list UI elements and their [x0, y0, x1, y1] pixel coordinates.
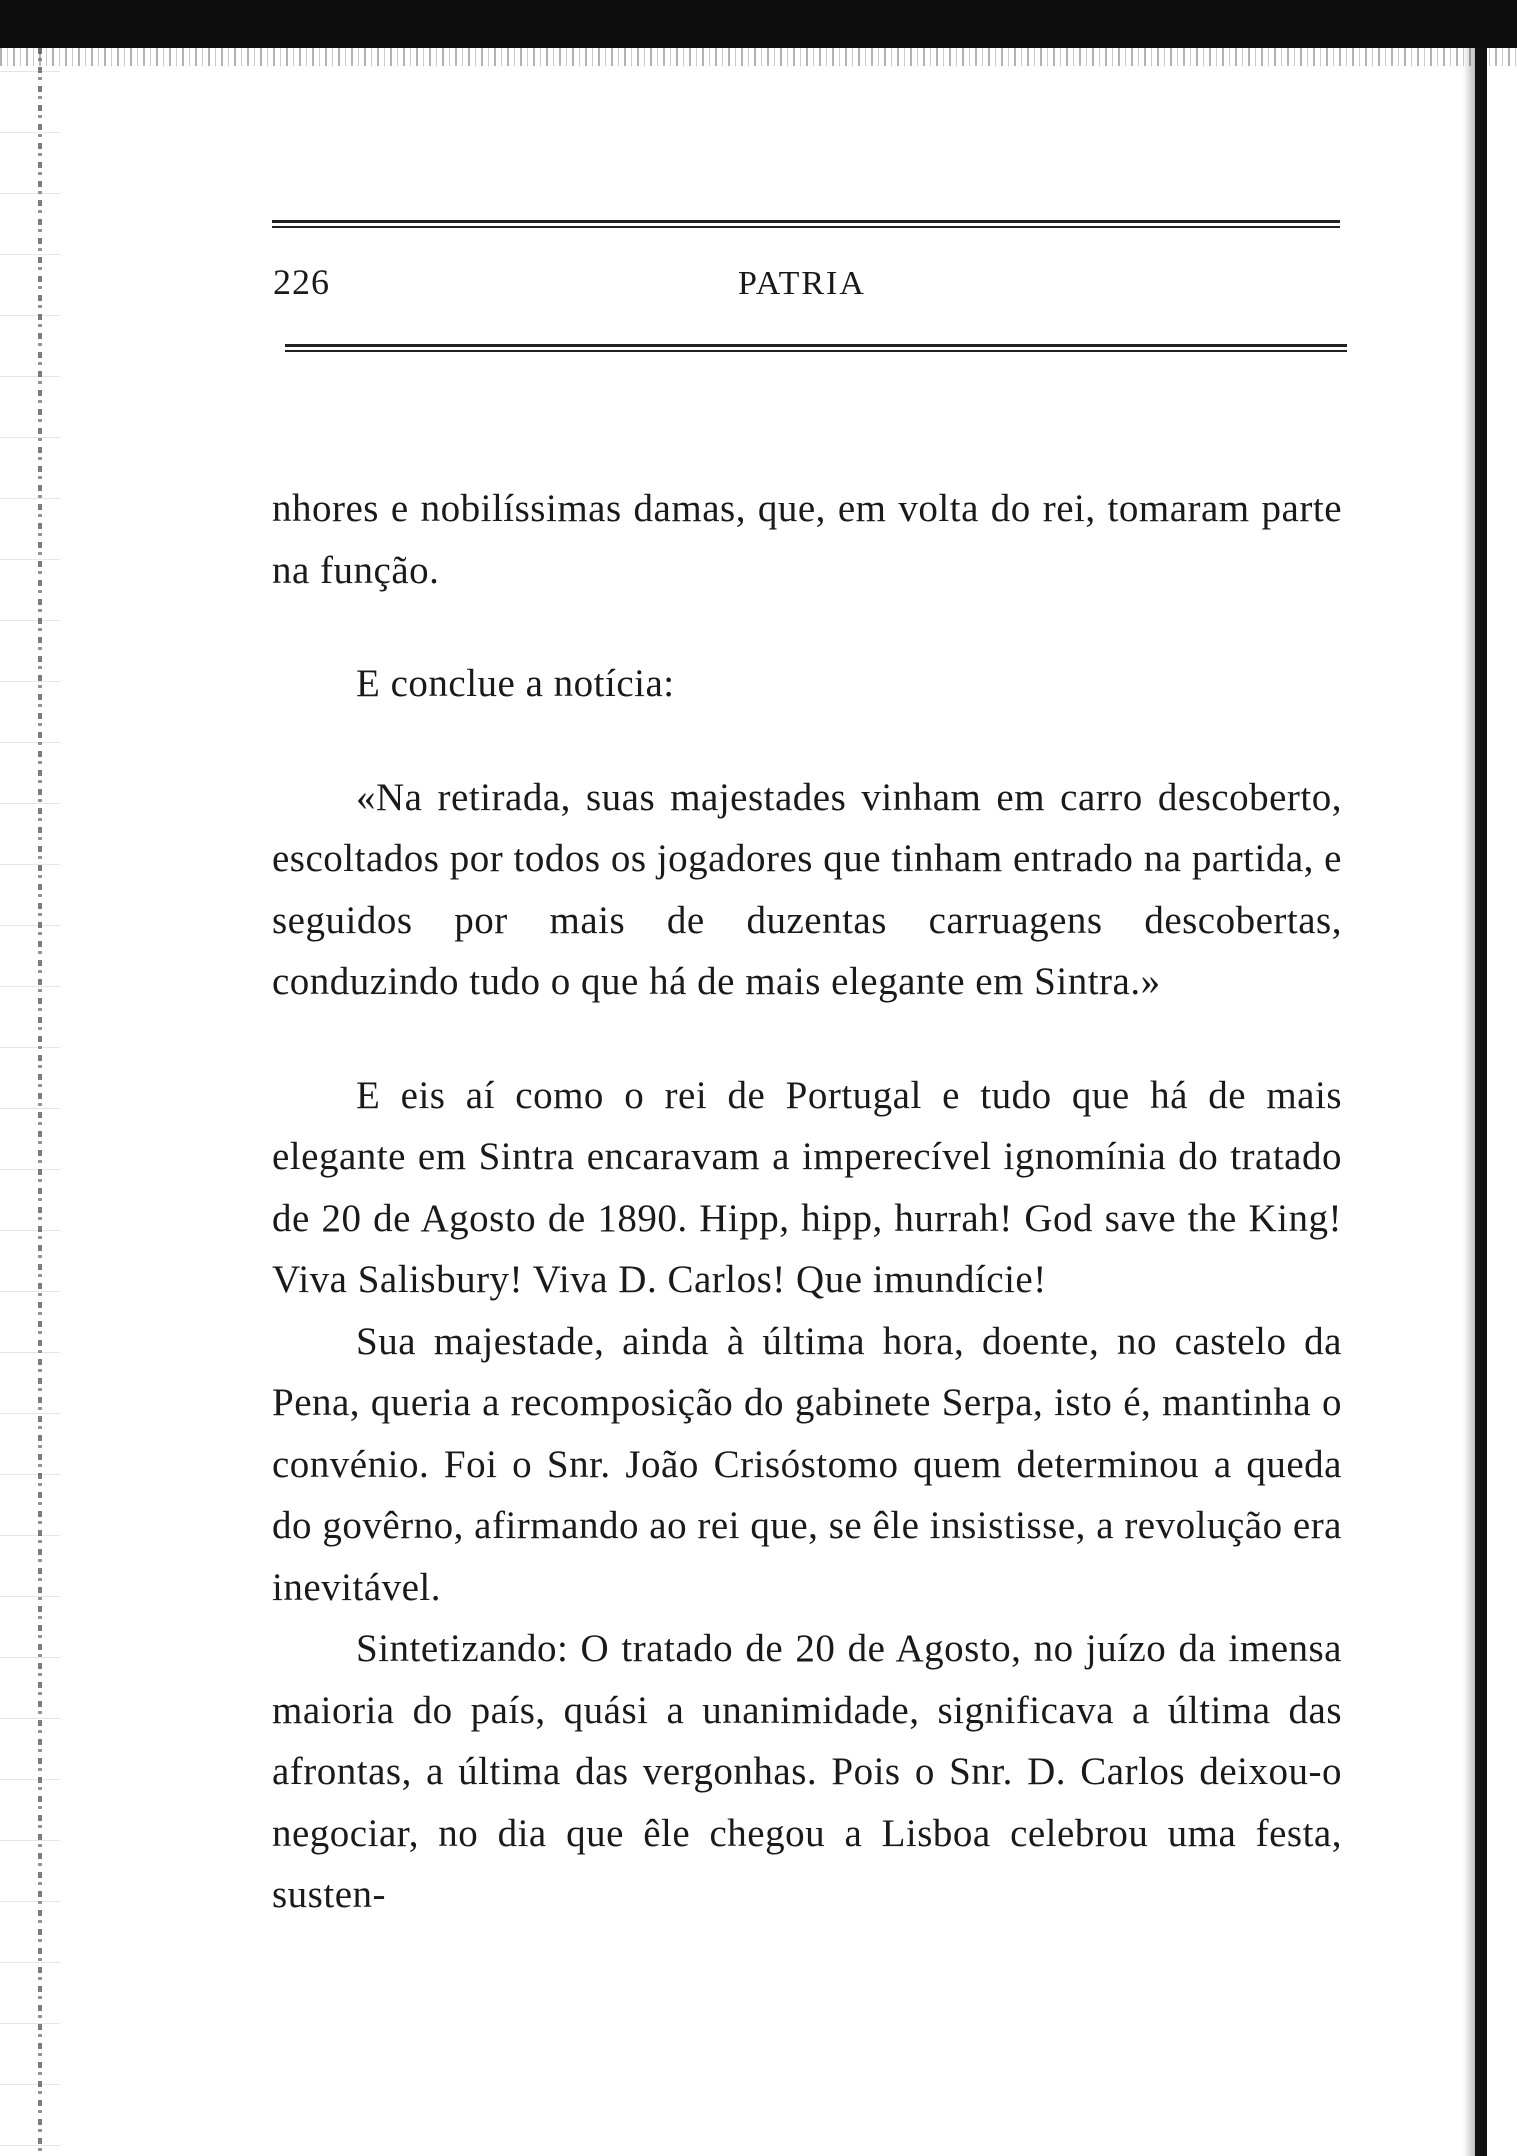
header-rule-bottom	[285, 344, 1347, 352]
header-rule-top	[272, 220, 1340, 228]
paragraph-summary: Sintetizando: O tratado de 20 de Agosto, no juízo da imensa maioria do país, quási a unanimidade, significava a última das afrontas, a última das vergonhas. Pois o Snr. D. Carlos deixou-o negociar, no dia que êle chegou a Lisboa celebrou uma festa, susten-	[272, 1627, 1342, 1916]
paragraph-quotation: «Na retirada, suas majestades vinham em carro descoberto, escoltados por todos os jogadores que tinham entrado na partida, e seguidos por mais de duzentas carruagens descobertas, conduzindo tudo o que há de mais elegante em Sintra.»	[272, 775, 1342, 1003]
scan-top-noise	[0, 48, 1517, 66]
scan-left-noise	[0, 48, 60, 2156]
running-title: PATRIA	[738, 265, 866, 302]
page-body	[272, 478, 1342, 1926]
scan-top-edge	[0, 0, 1517, 48]
paragraph-majesty: Sua majestade, ainda à última hora, doente, no castelo da Pena, queria a recomposição do gabinete Serpa, isto é, mantinha o convénio. Foi o Snr. João Crisóstomo quem determinou a queda do govêrno, afirmando ao rei que, se êle insistisse, a revolução era inevitável.	[272, 1319, 1342, 1609]
paragraph-continuation: nhores e nobilíssimas damas, que, em volta do rei, tomaram parte na função.	[272, 487, 1342, 592]
scan-right-shadow	[1463, 48, 1475, 2156]
scan-right-edge	[1475, 48, 1487, 2156]
scan-left-edge	[38, 48, 42, 2156]
paragraph-commentary: E eis aí como o rei de Portugal e tudo que há de mais elegante em Sintra encaravam a imperecível ignomínia do tratado de 20 de Agosto de 1890. Hipp, hipp, hurrah! God save the King! Viva Salisbury! Viva D. Carlos! Que imundície!	[272, 1073, 1342, 1301]
page-number: 226	[273, 262, 330, 302]
paragraph-conclusion-intro: E conclue a notícia:	[356, 662, 675, 705]
